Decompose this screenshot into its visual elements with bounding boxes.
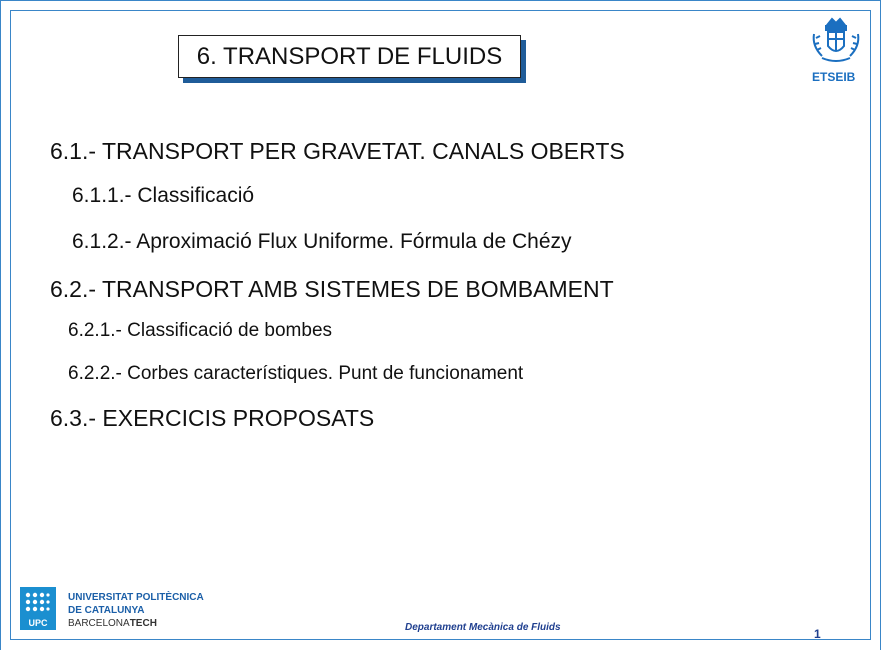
section-6-2-2: 6.2.2.- Corbes característiques. Punt de funcionament [68,363,524,384]
upc-line-1: UNIVERSITAT POLITÈCNICA [68,592,204,603]
section-6-1-2: 6.1.2.- Aproximació Flux Uniforme. Fórmula de Chézy [72,230,572,253]
upc-monogram: UPC [28,618,48,628]
etseib-crest-icon [808,16,864,66]
upc-line-3a: BARCELONA [68,618,130,629]
section-6-2: 6.2.- TRANSPORT AMB SISTEMES DE BOMBAMENT [50,276,614,302]
upc-logo-text [68,591,204,630]
slide-title: 6. TRANSPORT DE FLUIDS [178,35,521,78]
section-6-2-1: 6.2.1.- Classificació de bombes [68,320,333,341]
section-6-1-1: 6.1.1.- Classificació [72,184,255,207]
section-6-3: 6.3.- EXERCICIS PROPOSATS [50,405,375,431]
outer-frame-top [0,0,881,1]
upc-line-3b: TECH [129,618,157,629]
footer-department: Departament Mecànica de Fluids [405,622,561,633]
etseib-logo-text: ETSEIB [812,70,856,84]
upc-line-3 [68,617,204,630]
section-6-1: 6.1.- TRANSPORT PER GRAVETAT. CANALS OBERTS [50,138,625,164]
outer-frame-left [0,0,1,650]
upc-logo-icon [20,587,56,630]
page-number: 1 [814,627,821,641]
upc-line-2: DE CATALUNYA [68,605,145,616]
